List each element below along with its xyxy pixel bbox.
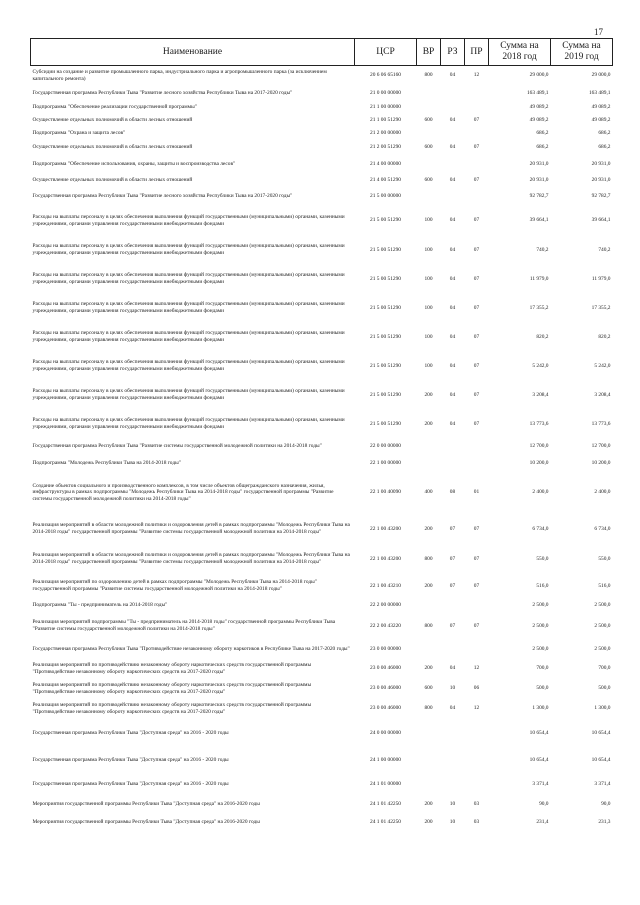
row-name: Расходы на выплаты персоналу в целях обеспечения выполнения функций государственными (муниципальными) органами, казенными учреждениями, органами управления государственными внебюджетными фондами [32, 301, 345, 314]
row-sum-2019: 20 931,0 [591, 176, 611, 183]
row-csr: 21 5 00 51290 [370, 391, 401, 398]
row-rz [441, 187, 465, 206]
row-rz [441, 101, 465, 114]
row-rz [441, 439, 465, 455]
row-rz: 07 [449, 555, 456, 562]
row-sum-2018: 90,0 [539, 800, 549, 807]
row-pr [465, 187, 489, 206]
row-pr: 07 [473, 304, 480, 311]
row-name: Реализация мероприятий в области молодежной политики и оздоровления детей в рамках подпрограммы "Молодежь Республики Тыва на 2014-2018 годы" государственной программы "Развитие системы государственной молодежной политики на 2014-2018 годы" [32, 552, 350, 565]
row-vr [417, 455, 441, 472]
row-name: Создание объектов социального и производственного комплексов, в том числе объектов общегражданского назначения, жилья, инфраструктуры в рамках подпрограммы "Молодежь Республики Тыва на 2014-2018 годы" государственной программы "Развитие системы государственной молодежной политики на 2014-2018 годы" [32, 482, 334, 502]
row-csr: 24 1 01 42250 [370, 819, 401, 826]
row-name: Реализация мероприятий подпрограммы "Ты - предприниматель на 2014-2018 годы" государственной программы Республики Тыва "Развитие системы государственной молодежной политики на 2014-2018 годы" [32, 619, 336, 632]
table-row [31, 127, 613, 140]
row-name: Расходы на выплаты персоналу в целях обеспечения выполнения функций государственными (муниципальными) органами, казенными учреждениями, органами управления государственными внебюджетными фондами [32, 388, 345, 401]
row-rz: 10 [449, 819, 456, 826]
table-row [31, 545, 613, 574]
row-pr [465, 455, 489, 472]
row-sum-2018: 10 654,4 [529, 730, 549, 737]
row-pr: 12 [473, 72, 480, 79]
row-csr: 21 5 00 51290 [370, 217, 401, 224]
row-sum-2019: 5 242,0 [594, 362, 611, 369]
row-name: Государственная программа Республики Тыва "Противодействие незаконному обороту наркотиков в Республике Тыва на 2017-2020 годы" [32, 646, 350, 653]
row-vr: 800 [424, 72, 433, 79]
row-csr: 21 5 00 00000 [370, 192, 401, 199]
row-vr [417, 749, 441, 773]
row-sum-2018: 10 200,0 [529, 459, 549, 466]
row-csr: 21 1 00 00000 [370, 103, 401, 110]
row-sum-2019: 2 500,0 [594, 601, 611, 608]
row-rz: 04 [449, 420, 456, 427]
row-sum-2018: 550,0 [536, 555, 549, 562]
row-csr: 24 1 01 00000 [370, 780, 401, 787]
row-name: Реализация мероприятий по оздоровлению детей в рамках подпрограммы "Молодежь Республики Тыва на 2014-2018 годы" государственной программы "Развитие системы государственной молодежной политики на 2014-2018 годы" [32, 579, 317, 592]
row-sum-2018: 39 664,1 [529, 217, 549, 224]
row-vr: 100 [424, 275, 433, 282]
table-row [31, 659, 613, 679]
row-sum-2019: 92 782,7 [591, 192, 611, 199]
row-name: Субсидии на создание и развитие промышленного парка, индустриального парка и агропромышленного парка (за исключением капитального ремонта) [32, 69, 327, 82]
row-sum-2019: 1 300,0 [594, 705, 611, 712]
row-rz [441, 599, 465, 612]
table-row [31, 719, 613, 749]
table-row [31, 699, 613, 719]
row-sum-2019: 163 489,1 [588, 89, 611, 96]
row-csr: 21 0 00 00000 [370, 89, 401, 96]
row-name: Мероприятия государственной программы Республики Тыва "Доступная среда" на 2016-2020 годы [32, 819, 260, 826]
row-sum-2019: 231,3 [598, 819, 611, 826]
row-vr [417, 86, 441, 101]
row-sum-2019: 10 200,0 [591, 459, 611, 466]
row-csr: 21 5 00 51290 [370, 304, 401, 311]
row-name: Государственная программа Республики Тыва "Развитие лесного хозяйства Республики Тыва на 2017-2020 годы" [32, 89, 293, 96]
row-sum-2018: 49 089,2 [529, 103, 549, 110]
row-csr: 22 1 00 40090 [370, 489, 401, 496]
table-row [31, 265, 613, 294]
row-sum-2019: 29 000,0 [591, 72, 611, 79]
row-rz: 04 [449, 176, 456, 183]
table-row [31, 574, 613, 599]
row-sum-2018: 12 700,0 [529, 443, 549, 450]
row-pr: 07 [473, 555, 480, 562]
row-rz [441, 86, 465, 101]
header-sum-2019: Сумма на 2019 год [551, 39, 613, 66]
row-sum-2018: 2 400,0 [532, 489, 549, 496]
row-csr: 23 0 00 46000 [370, 685, 401, 692]
row-vr: 100 [424, 246, 433, 253]
row-sum-2019: 12 700,0 [591, 443, 611, 450]
row-vr: 100 [424, 362, 433, 369]
row-rz [441, 719, 465, 749]
row-vr [417, 439, 441, 455]
row-sum-2018: 3 208,4 [532, 391, 549, 398]
row-vr [417, 719, 441, 749]
row-rz: 04 [449, 304, 456, 311]
row-pr [465, 641, 489, 659]
row-sum-2018: 500,0 [536, 685, 549, 692]
row-name: Подпрограмма "Обеспечение использования, охраны, защиты и воспроизводства лесов" [32, 160, 236, 167]
row-rz: 04 [449, 665, 456, 672]
table-row [31, 140, 613, 155]
row-vr: 200 [424, 420, 433, 427]
row-name: Расходы на выплаты персоналу в целях обеспечения выполнения функций государственными (муниципальными) органами, казенными учреждениями, органами управления государственными внебюджетными фондами [32, 243, 345, 256]
header-pr: ПР [465, 39, 489, 66]
row-sum-2018: 20 931,0 [529, 176, 549, 183]
table-row [31, 381, 613, 410]
row-vr: 200 [424, 819, 433, 826]
table-body [31, 66, 613, 833]
row-vr: 400 [424, 489, 433, 496]
row-rz: 04 [449, 116, 456, 123]
row-sum-2019: 20 931,0 [591, 160, 611, 167]
table-row [31, 187, 613, 206]
row-csr: 22 2 00 00000 [370, 601, 401, 608]
row-sum-2018: 686,2 [536, 129, 549, 136]
row-csr: 22 0 00 00000 [370, 443, 401, 450]
row-csr: 24 1 01 42250 [370, 800, 401, 807]
row-pr: 01 [473, 489, 480, 496]
table-row [31, 455, 613, 472]
row-rz: 07 [449, 582, 456, 589]
row-vr: 100 [424, 333, 433, 340]
row-csr: 21 5 00 51290 [370, 246, 401, 253]
row-sum-2019: 500,0 [598, 685, 611, 692]
row-vr: 600 [424, 116, 433, 123]
row-rz [441, 455, 465, 472]
row-name: Государственная программа Республики Тыва "Доступная среда" на 2016 - 2020 годы [32, 730, 229, 737]
row-pr [465, 155, 489, 174]
row-sum-2019: 49 089,2 [591, 103, 611, 110]
row-vr [417, 641, 441, 659]
row-sum-2019: 3 371,4 [594, 780, 611, 787]
row-name: Реализация мероприятий в области молодежной политики и оздоровления детей в рамках подпрограммы "Молодежь Республики Тыва на 2014-2018 годы" государственной программы "Развитие системы государственной молодежной политики на 2014-2018 годы" [32, 522, 350, 535]
row-pr: 03 [473, 819, 480, 826]
row-pr: 12 [473, 665, 480, 672]
row-csr: 22 1 00 43200 [370, 555, 401, 562]
row-csr: 22 1 00 43210 [370, 582, 401, 589]
row-sum-2019: 2 400,0 [594, 489, 611, 496]
row-sum-2018: 231,4 [536, 819, 549, 826]
row-pr [465, 599, 489, 612]
row-pr [465, 719, 489, 749]
row-vr: 200 [424, 391, 433, 398]
table-row [31, 155, 613, 174]
row-pr: 03 [473, 800, 480, 807]
row-sum-2018: 29 000,0 [529, 72, 549, 79]
row-pr: 07 [473, 420, 480, 427]
row-csr: 23 0 00 46000 [370, 665, 401, 672]
row-sum-2018: 2 500,0 [532, 601, 549, 608]
row-sum-2019: 516,0 [598, 582, 611, 589]
row-rz: 04 [449, 333, 456, 340]
row-rz: 07 [449, 622, 456, 629]
row-pr [465, 749, 489, 773]
row-pr [465, 101, 489, 114]
row-name: Государственная программа Республики Тыва "Доступная среда" на 2016 - 2020 годы [32, 780, 229, 787]
table-row [31, 796, 613, 813]
row-sum-2018: 11 979,0 [529, 275, 549, 282]
row-pr: 07 [473, 116, 480, 123]
row-csr: 22 1 00 43200 [370, 525, 401, 532]
row-sum-2018: 10 654,4 [529, 757, 549, 764]
row-pr: 07 [473, 391, 480, 398]
row-rz [441, 749, 465, 773]
row-name: Расходы на выплаты персоналу в целях обеспечения выполнения функций государственными (муниципальными) органами, казенными учреждениями, органами управления государственными внебюджетными фондами [32, 272, 345, 285]
row-vr [417, 599, 441, 612]
row-csr: 21 2 00 00000 [370, 129, 401, 136]
table-row [31, 206, 613, 236]
row-pr: 07 [473, 246, 480, 253]
budget-table [30, 38, 613, 833]
row-rz: 04 [449, 391, 456, 398]
row-name: Реализация мероприятий по противодействию незаконному обороту наркотических средств государственной программы "Противодействие незаконному обороту наркотических средств на 2017-2020 годы" [32, 701, 312, 715]
row-csr: 21 2 00 51290 [370, 143, 401, 150]
row-pr: 07 [473, 143, 480, 150]
table-row [31, 749, 613, 773]
row-vr: 600 [424, 685, 433, 692]
row-sum-2018: 6 734,0 [532, 525, 549, 532]
table-row [31, 323, 613, 352]
row-sum-2019: 39 664,1 [591, 217, 611, 224]
row-rz: 08 [449, 489, 456, 496]
row-name: Осуществление отдельных полномочий в области лесных отношений [32, 143, 193, 150]
row-name: Расходы на выплаты персоналу в целях обеспечения выполнения функций государственными (муниципальными) органами, казенными учреждениями, органами управления государственными внебюджетными фондами [32, 359, 345, 372]
row-vr [417, 155, 441, 174]
header-vr: ВР [417, 39, 441, 66]
row-sum-2018: 163 489,1 [526, 89, 549, 96]
row-sum-2018: 3 371,4 [532, 780, 549, 787]
row-sum-2019: 90,0 [601, 800, 611, 807]
row-pr [465, 439, 489, 455]
row-vr: 800 [424, 622, 433, 629]
row-name: Реализация мероприятий по противодействию незаконному обороту наркотических средств государственной программы "Противодействие незаконному обороту наркотических средств на 2017-2020 годы" [32, 661, 312, 675]
row-rz: 04 [449, 217, 456, 224]
row-rz: 04 [449, 246, 456, 253]
row-pr: 07 [473, 362, 480, 369]
row-sum-2019: 49 089,2 [591, 116, 611, 123]
header-csr: ЦСР [355, 39, 417, 66]
row-rz: 04 [449, 143, 456, 150]
row-csr: 21 5 00 51290 [370, 420, 401, 427]
row-sum-2019: 700,0 [598, 665, 611, 672]
row-rz [441, 641, 465, 659]
row-rz: 10 [449, 800, 456, 807]
row-sum-2019: 820,2 [598, 333, 611, 340]
row-pr: 06 [473, 685, 480, 692]
row-pr: 07 [473, 176, 480, 183]
table-row [31, 236, 613, 265]
row-sum-2018: 686,2 [536, 143, 549, 150]
row-rz: 07 [449, 525, 456, 532]
row-sum-2019: 17 355,2 [591, 304, 611, 311]
row-sum-2019: 686,2 [598, 143, 611, 150]
table-row [31, 439, 613, 455]
table-row [31, 352, 613, 381]
row-sum-2018: 5 242,0 [532, 362, 549, 369]
row-name: Подпрограмма "Охрана и защита лесов" [32, 129, 126, 136]
table-row [31, 813, 613, 833]
row-sum-2019: 10 654,4 [591, 757, 611, 764]
header-rz: РЗ [441, 39, 465, 66]
row-rz: 04 [449, 362, 456, 369]
row-vr: 800 [424, 555, 433, 562]
table-row [31, 86, 613, 101]
row-name: Государственная программа Республики Тыва "Развитие системы государственной молодежной политики на 2014-2018 годы" [32, 443, 322, 450]
row-sum-2019: 6 734,0 [594, 525, 611, 532]
row-csr: 23 0 00 00000 [370, 646, 401, 653]
row-sum-2018: 92 782,7 [529, 192, 549, 199]
row-sum-2019: 740,2 [598, 246, 611, 253]
row-vr [417, 101, 441, 114]
header-sum-2018: Сумма на 2018 год [489, 39, 551, 66]
row-sum-2018: 2 500,0 [532, 646, 549, 653]
row-vr [417, 127, 441, 140]
table-row [31, 66, 613, 86]
row-name: Осуществление отдельных полномочий в области лесных отношений [32, 116, 193, 123]
row-pr: 07 [473, 275, 480, 282]
row-vr [417, 773, 441, 796]
row-rz: 04 [449, 72, 456, 79]
row-pr [465, 773, 489, 796]
row-sum-2019: 550,0 [598, 555, 611, 562]
row-csr: 21 5 00 51290 [370, 275, 401, 282]
row-sum-2018: 820,2 [536, 333, 549, 340]
row-pr: 07 [473, 217, 480, 224]
table-row [31, 294, 613, 323]
row-rz: 04 [449, 705, 456, 712]
row-rz [441, 773, 465, 796]
row-sum-2019: 11 979,0 [591, 275, 611, 282]
row-pr [465, 127, 489, 140]
row-name: Расходы на выплаты персоналу в целях обеспечения выполнения функций государственными (муниципальными) органами, казенными учреждениями, органами управления государственными внебюджетными фондами [32, 330, 345, 343]
row-name: Подпрограмма "Молодежь Республики Тыва на 2014-2018 годы" [32, 459, 181, 466]
row-sum-2019: 13 773,6 [591, 420, 611, 427]
header-name: Наименование [31, 39, 355, 66]
row-vr: 200 [424, 582, 433, 589]
row-sum-2019: 686,2 [598, 129, 611, 136]
table-row [31, 410, 613, 439]
table-row [31, 641, 613, 659]
row-sum-2018: 49 089,2 [529, 116, 549, 123]
row-csr: 21 5 00 51290 [370, 333, 401, 340]
row-name: Подпрограмма "Ты - предприниматель на 2014-2018 годы" [32, 601, 168, 608]
table-row [31, 599, 613, 612]
row-rz [441, 155, 465, 174]
row-name: Реализация мероприятий по противодействию незаконному обороту наркотических средств государственной программы "Противодействие незаконному обороту наркотических средств на 2017-2020 годы" [32, 681, 312, 695]
row-pr: 07 [473, 525, 480, 532]
row-pr [465, 86, 489, 101]
row-csr: 20 6 06 65160 [370, 72, 401, 79]
row-csr: 22 1 00 00000 [370, 459, 401, 466]
table-row [31, 472, 613, 514]
row-rz [441, 127, 465, 140]
row-pr: 07 [473, 333, 480, 340]
table-row [31, 174, 613, 187]
row-vr [417, 187, 441, 206]
table-row [31, 773, 613, 796]
row-vr: 100 [424, 217, 433, 224]
row-name: Подпрограмма "Обеспечение реализации государственной программы" [32, 103, 197, 110]
row-name: Расходы на выплаты персоналу в целях обеспечения выполнения функций государственными (муниципальными) органами, казенными учреждениями, органами управления государственными внебюджетными фондами [32, 417, 345, 430]
row-sum-2018: 2 500,0 [532, 622, 549, 629]
row-csr: 21 4 00 51290 [370, 176, 401, 183]
row-sum-2018: 1 300,0 [532, 705, 549, 712]
row-vr: 200 [424, 665, 433, 672]
row-csr: 24 1 00 00000 [370, 757, 401, 764]
row-sum-2019: 3 208,4 [594, 391, 611, 398]
row-name: Государственная программа Республики Тыва "Развитие лесного хозяйства Республики Тыва на 2017-2020 годы" [32, 192, 293, 199]
row-vr: 100 [424, 304, 433, 311]
row-rz: 10 [449, 685, 456, 692]
row-sum-2018: 516,0 [536, 582, 549, 589]
row-sum-2018: 740,2 [536, 246, 549, 253]
row-sum-2019: 2 500,0 [594, 622, 611, 629]
row-csr: 21 1 00 51290 [370, 116, 401, 123]
table-row [31, 101, 613, 114]
row-sum-2018: 13 773,6 [529, 420, 549, 427]
row-name: Осуществление отдельных полномочий в области лесных отношений [32, 176, 193, 183]
row-vr: 800 [424, 705, 433, 712]
row-sum-2019: 2 500,0 [594, 646, 611, 653]
row-csr: 24 0 00 00000 [370, 730, 401, 737]
row-sum-2019: 10 654,4 [591, 730, 611, 737]
row-csr: 22 2 00 43220 [370, 622, 401, 629]
row-sum-2018: 700,0 [536, 665, 549, 672]
table-header-row [31, 39, 613, 66]
row-csr: 21 4 00 00000 [370, 160, 401, 167]
table-row [31, 612, 613, 641]
row-vr: 200 [424, 525, 433, 532]
row-vr: 600 [424, 143, 433, 150]
row-vr: 200 [424, 800, 433, 807]
row-rz: 04 [449, 275, 456, 282]
row-sum-2018: 17 355,2 [529, 304, 549, 311]
row-name: Государственная программа Республики Тыва "Доступная среда" на 2016 - 2020 годы [32, 757, 229, 764]
row-pr: 07 [473, 582, 480, 589]
table-row [31, 514, 613, 545]
page-number: 17 [594, 27, 603, 37]
row-pr: 07 [473, 622, 480, 629]
table-row [31, 114, 613, 127]
table-row [31, 679, 613, 699]
row-csr: 23 0 00 46000 [370, 705, 401, 712]
row-vr: 600 [424, 176, 433, 183]
row-name: Расходы на выплаты персоналу в целях обеспечения выполнения функций государственными (муниципальными) органами, казенными учреждениями, органами управления государственными внебюджетными фондами [32, 213, 345, 227]
row-csr: 21 5 00 51290 [370, 362, 401, 369]
row-pr: 12 [473, 705, 480, 712]
row-name: Мероприятия государственной программы Республики Тыва "Доступная среда" на 2016-2020 годы [32, 800, 260, 807]
row-sum-2018: 20 931,0 [529, 160, 549, 167]
